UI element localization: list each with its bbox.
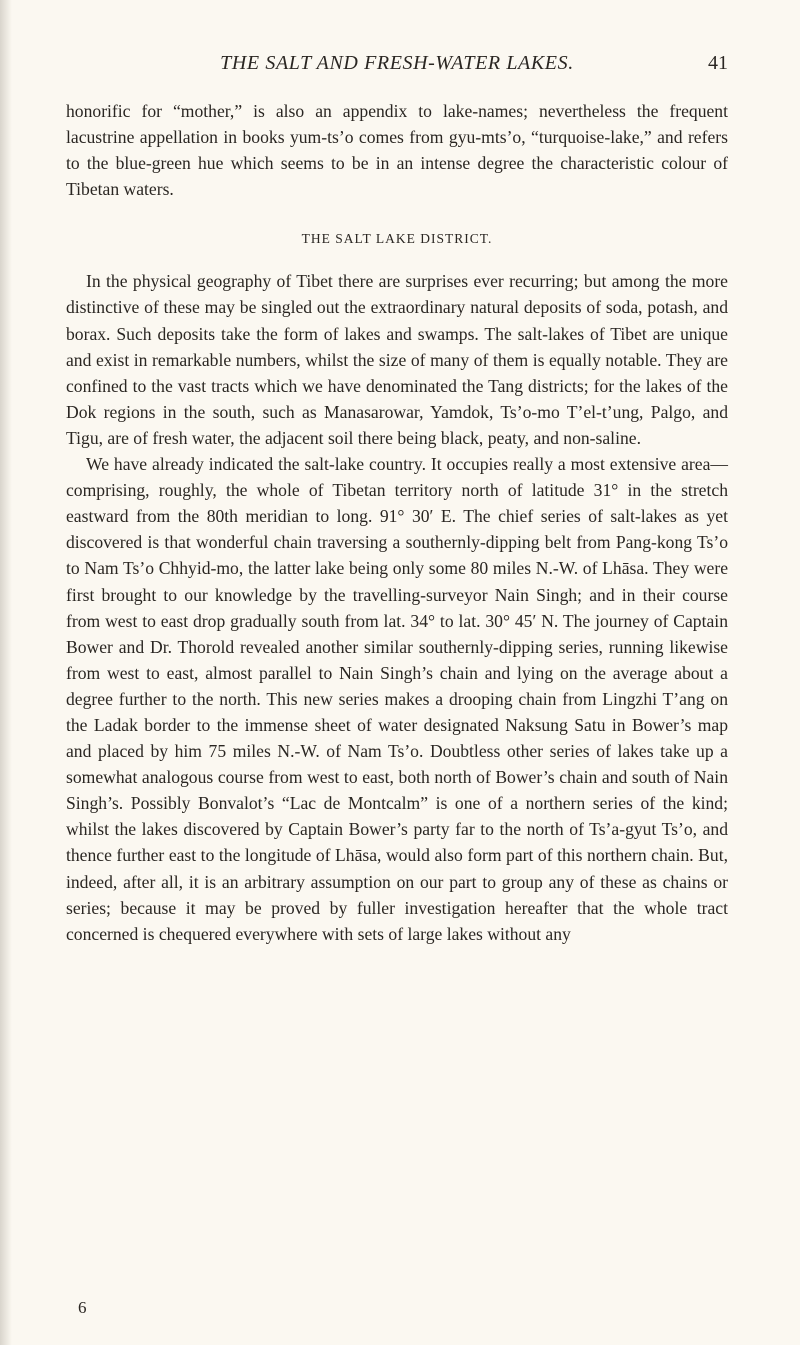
- paragraph-continuation: honorific for “mother,” is also an appendix to lake-names; nevertheless the frequent lacustrine appellation in books yum-ts’o comes from gyu-mts’o, “turquoise-lake,” and refers to the blue-green hue which seems to be in an intense degree the characteristic colour of Tibetan waters.: [66, 101, 728, 200]
- paragraph-salt-lake-country: We have already indicated the salt-lake country. It occupies really a most extensive area—comprising, roughly, the whole of Tibetan territory north of latitude 31° in the stretch eastward from the 80th meridian to long. 91° 30′ E. The chief series of salt-lakes as yet discovered is that wonderful chain traversing a southernly-dipping belt from Pang-kong Ts’o to Nam Ts’o Chhyid-mo, the latter lake being only some 80 miles N.-W. of Lhāsa. They were first brought to our knowledge by the travelling-surveyor Nain Singh; and in their course from west to east drop gradually south from lat. 34° to lat. 30° 45′ N. The journey of Captain Bower and Dr. Thorold revealed another similar southernly-dipping series, running likewise from west to east, almost parallel to Nain Singh’s chain and lying on the average about a degree further to the north. This new series makes a drooping chain from Lingzhi T’ang on the Ladak border to the immense sheet of water designated Naksung Satu in Bower’s map and placed by him 75 miles N.-W. of Nam Ts’o. Doubtless other series of lakes take up a somewhat analogous course from west to east, both north of Bower’s chain and south of Nain Singh’s. Possibly Bonvalot’s “Lac de Montcalm” is one of a northern series of the kind; whilst the lakes discovered by Captain Bower’s party far to the north of Ts’a-gyut Ts’o, and thence further east to the longitude of Lhāsa, would also form part of this northern chain. But, indeed, after all, it is an arbitrary assumption on our part to group any of these as chains or series; because it may be proved by fuller investigation hereafter that the whole tract concerned is chequered everywhere with sets of large lakes without any: [66, 454, 728, 944]
- paragraph-physical-geography: In the physical geography of Tibet there are surprises ever recurring; but among the more distinctive of these may be singled out the extraordinary natural deposits of soda, potash, and borax. Such deposits take the form of lakes and swamps. The salt-lakes of Tibet are unique and exist in remarkable numbers, whilst the size of many of them is equally notable. They are confined to the vast tracts which we have denominated the Tang districts; for the lakes of the Dok regions in the south, such as Manasarowar, Yamdok, Ts’o-mo T’el-t’ung, Palgo, and Tigu, are of fresh water, the adjacent soil there being black, peaty, and non-saline.: [66, 271, 728, 448]
- running-head: [66, 52, 728, 76]
- running-title: THE SALT AND FRESH-WATER LAKES.: [220, 52, 574, 74]
- page-edge-shadow: [0, 0, 12, 1345]
- body-text: [66, 98, 728, 947]
- section-heading: THE SALT LAKE DISTRICT.: [301, 231, 493, 247]
- page-number: 41: [708, 52, 728, 74]
- signature-mark: 6: [78, 1298, 87, 1317]
